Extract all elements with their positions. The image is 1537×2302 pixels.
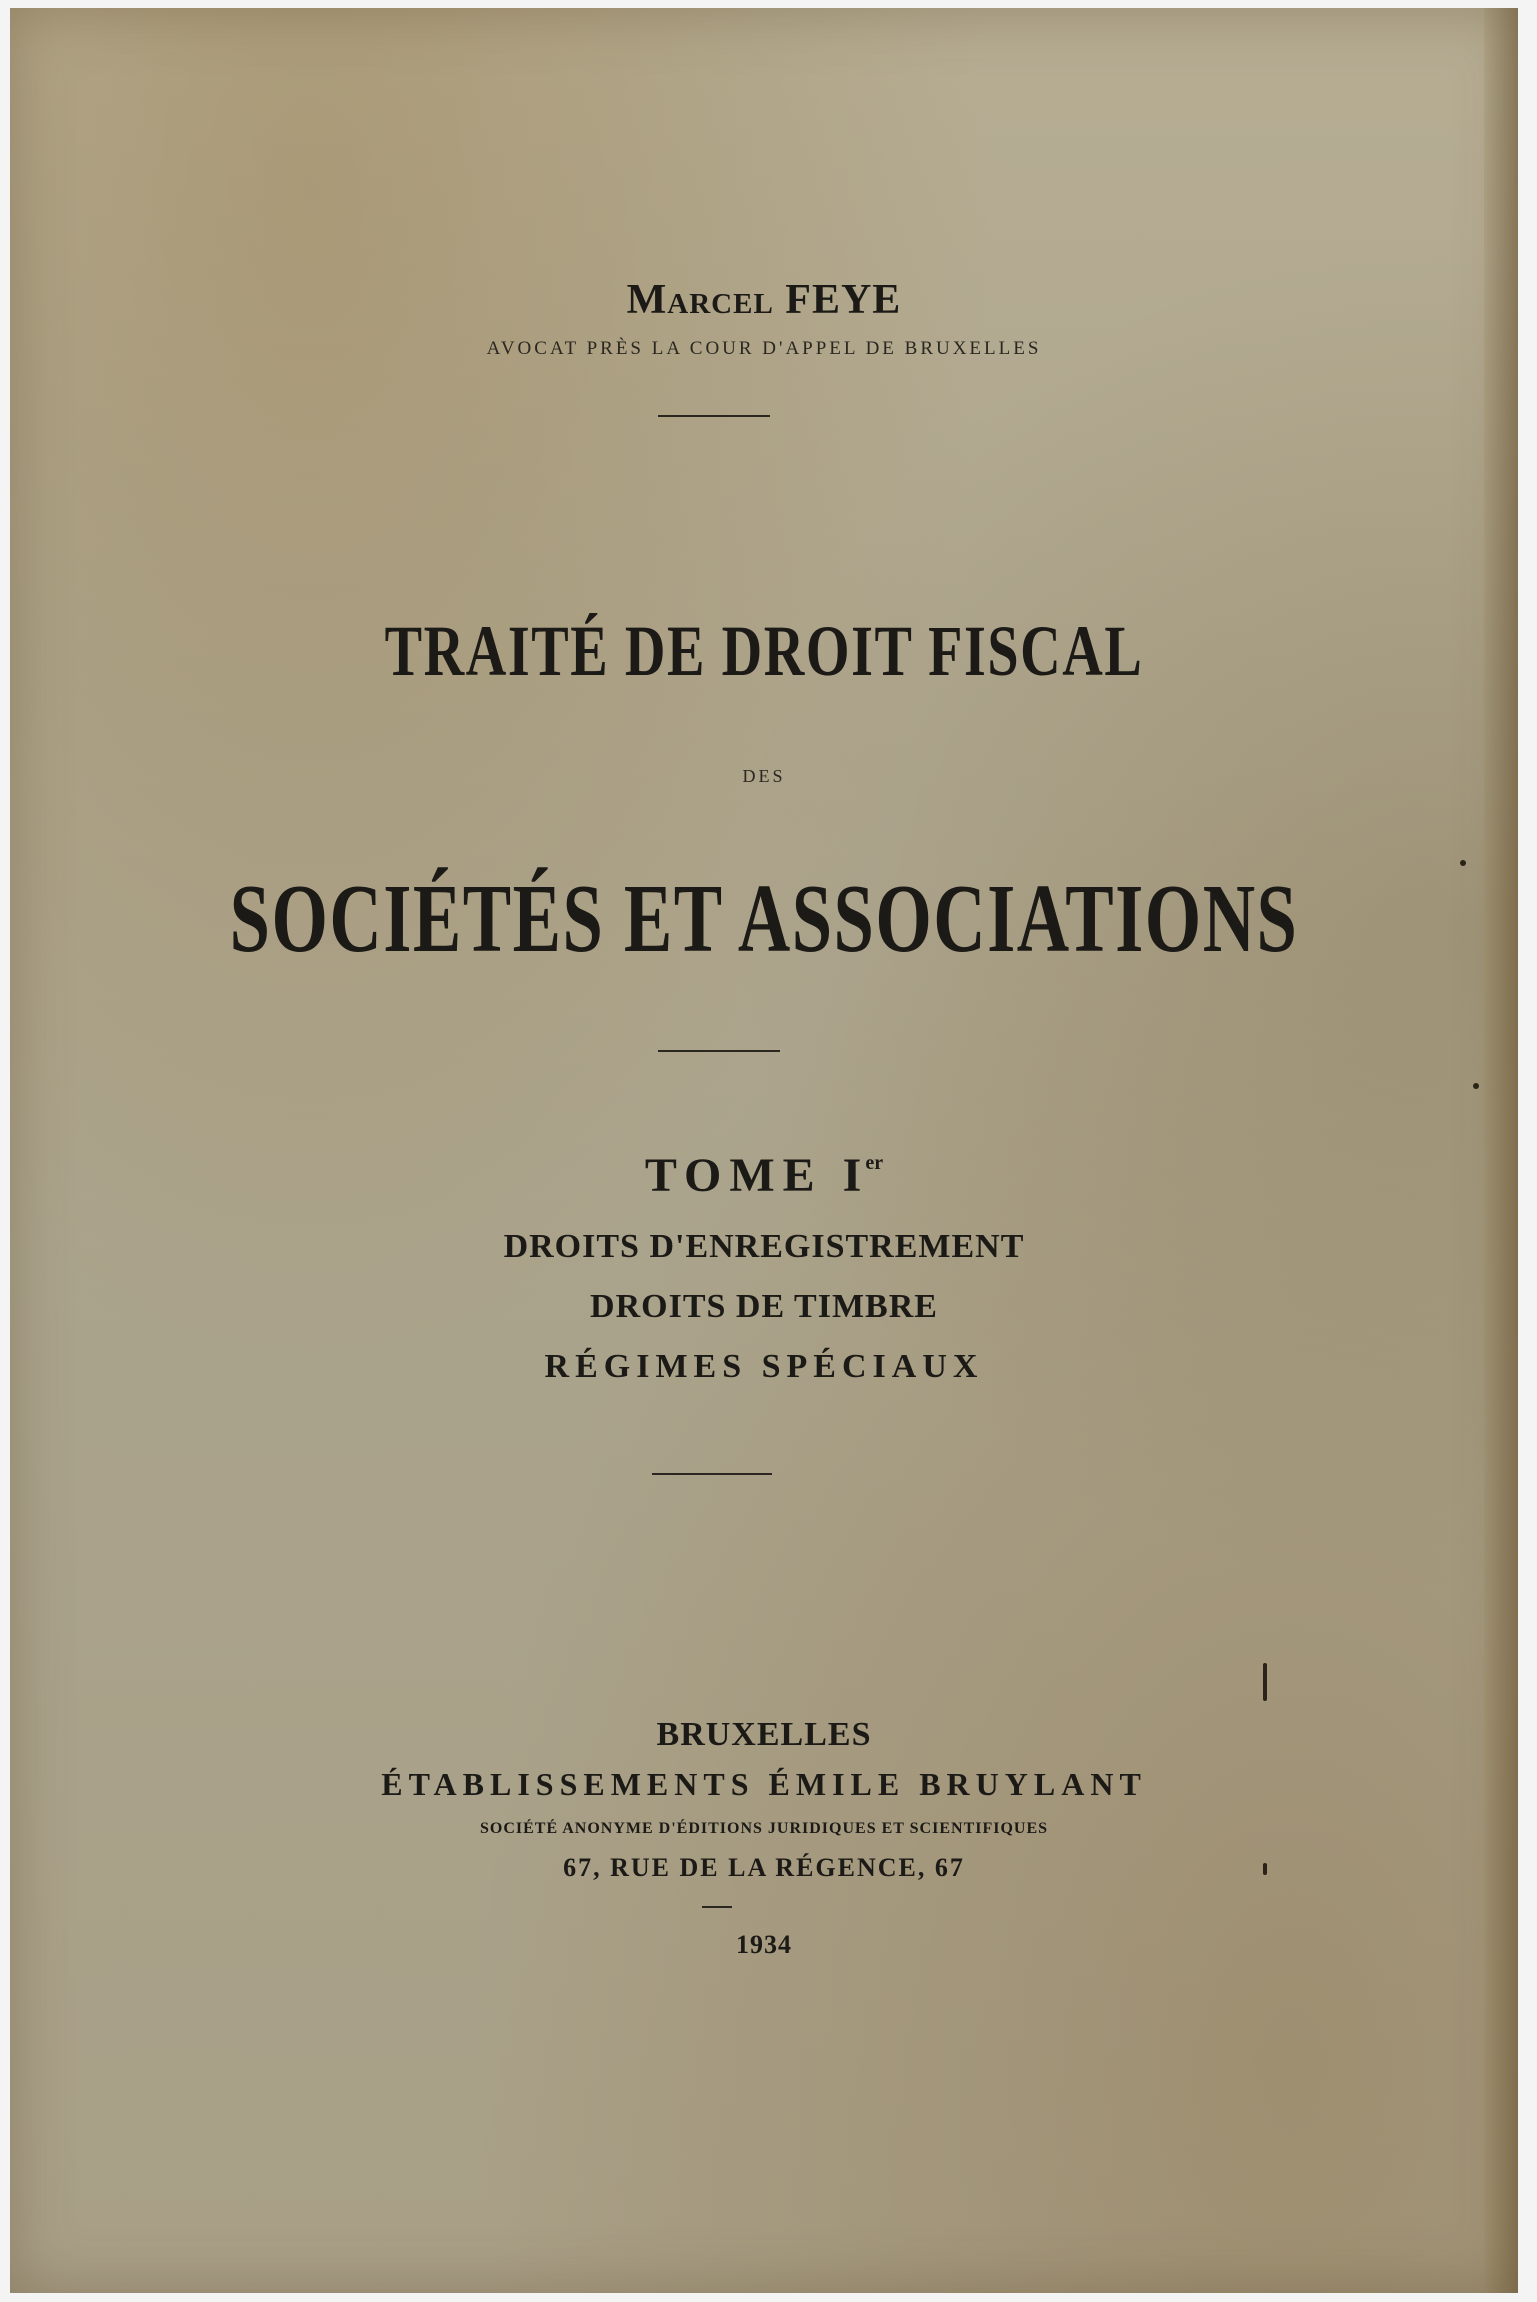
volume-number [10,1148,1518,1203]
author-title: AVOCAT PRÈS LA COUR D'APPEL DE BRUXELLES [486,338,1042,359]
paper-speck [1263,1863,1267,1875]
publisher-description: SOCIÉTÉ ANONYME D'ÉDITIONS JURIDIQUES ET SCIENTIFIQUES [479,1820,1049,1837]
volume-suffix: er [865,1152,884,1174]
divider-rule [702,1906,732,1908]
paper-speck [1263,1663,1267,1701]
contents-line: DROITS DE TIMBRE [590,1288,938,1325]
contents-line: RÉGIMES SPÉCIAUX [544,1348,984,1385]
divider-rule [658,1050,780,1052]
publication-year: 1934 [736,1930,792,1959]
publisher-name: ÉTABLISSEMENTS ÉMILE BRUYLANT [381,1766,1147,1802]
author-name: Marcel FEYE [626,277,902,323]
book-subtitle: SOCIÉTÉS ET ASSOCIATIONS [229,865,1299,973]
divider-rule [652,1473,772,1475]
paper-speck [1473,1083,1479,1089]
book-title: TRAITÉ DE DROIT FISCAL [384,611,1144,691]
book-cover [10,8,1518,2293]
publisher-city: BRUXELLES [656,1716,872,1753]
volume-label: TOME I [644,1149,870,1202]
paper-speck [1460,860,1466,866]
divider-rule [658,415,770,417]
title-connector: DES [742,766,786,786]
publisher-address: 67, RUE DE LA RÉGENCE, 67 [563,1853,965,1882]
contents-line: DROITS D'ENREGISTREMENT [503,1228,1025,1265]
